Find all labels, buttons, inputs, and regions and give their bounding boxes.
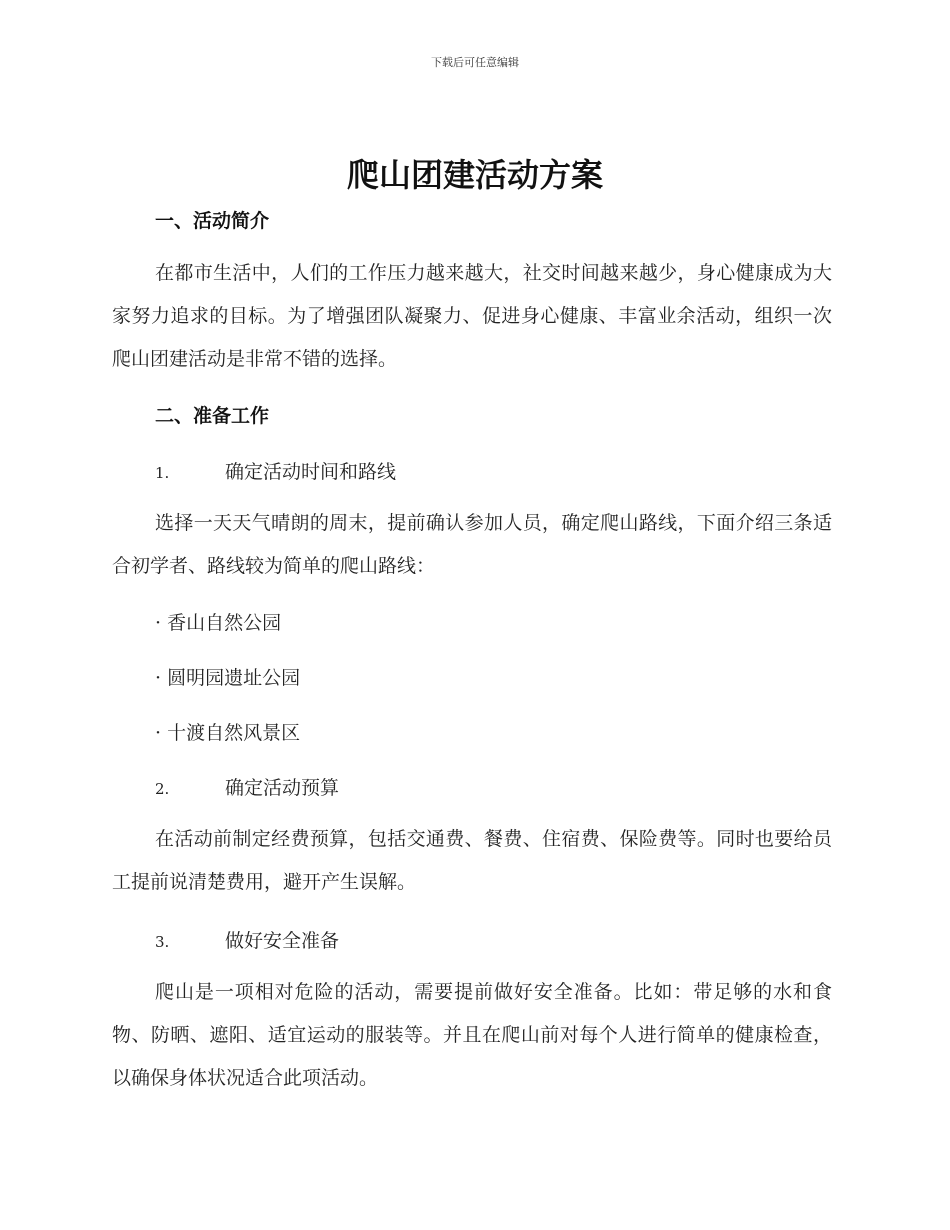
route-item: · 香山自然公园: [155, 612, 282, 634]
item-number: 3.: [155, 933, 170, 951]
item-label: 确定活动预算: [225, 777, 340, 799]
item-label: 做好安全准备: [225, 930, 340, 952]
numbered-item-3: [155, 926, 339, 953]
numbered-item-1: [155, 457, 396, 484]
paragraph-safety: 爬山是一项相对危险的活动，需要提前做好安全准备。比如：带足够的水和食物、防晒、遮阳、适宜运动的服装等。并且在爬山前对每个人进行简单的健康检查，以确保身体状况适合此项活动。: [112, 981, 832, 1089]
paragraph-route: 选择一天天气晴朗的周末，提前确认参加人员，确定爬山路线，下面介绍三条适合初学者、路线较为简单的爬山路线：: [112, 512, 832, 577]
paragraph-budget: 在活动前制定经费预算，包括交通费、餐费、住宿费、保险费等。同时也要给员工提前说清楚费用，避开产生误解。: [112, 828, 832, 893]
numbered-item-2: [155, 773, 339, 800]
paragraph-intro: 在都市生活中，人们的工作压力越来越大，社交时间越来越少，身心健康成为大家努力追求的目标。为了增强团队凝聚力、促进身心健康、丰富业余活动，组织一次爬山团建活动是非常不错的选择。: [112, 262, 832, 370]
item-number: 1.: [155, 464, 170, 482]
section-heading-intro: 一、活动简介: [155, 210, 270, 232]
route-item: · 圆明园遗址公园: [155, 667, 301, 689]
route-item: · 十渡自然风景区: [155, 722, 301, 744]
document-title: 爬山团建活动方案: [346, 156, 603, 194]
item-label: 确定活动时间和路线: [225, 461, 397, 483]
item-number: 2.: [155, 780, 170, 798]
section-heading-preparation: 二、准备工作: [155, 405, 270, 427]
header-note: 下载后可任意编辑: [431, 56, 519, 69]
